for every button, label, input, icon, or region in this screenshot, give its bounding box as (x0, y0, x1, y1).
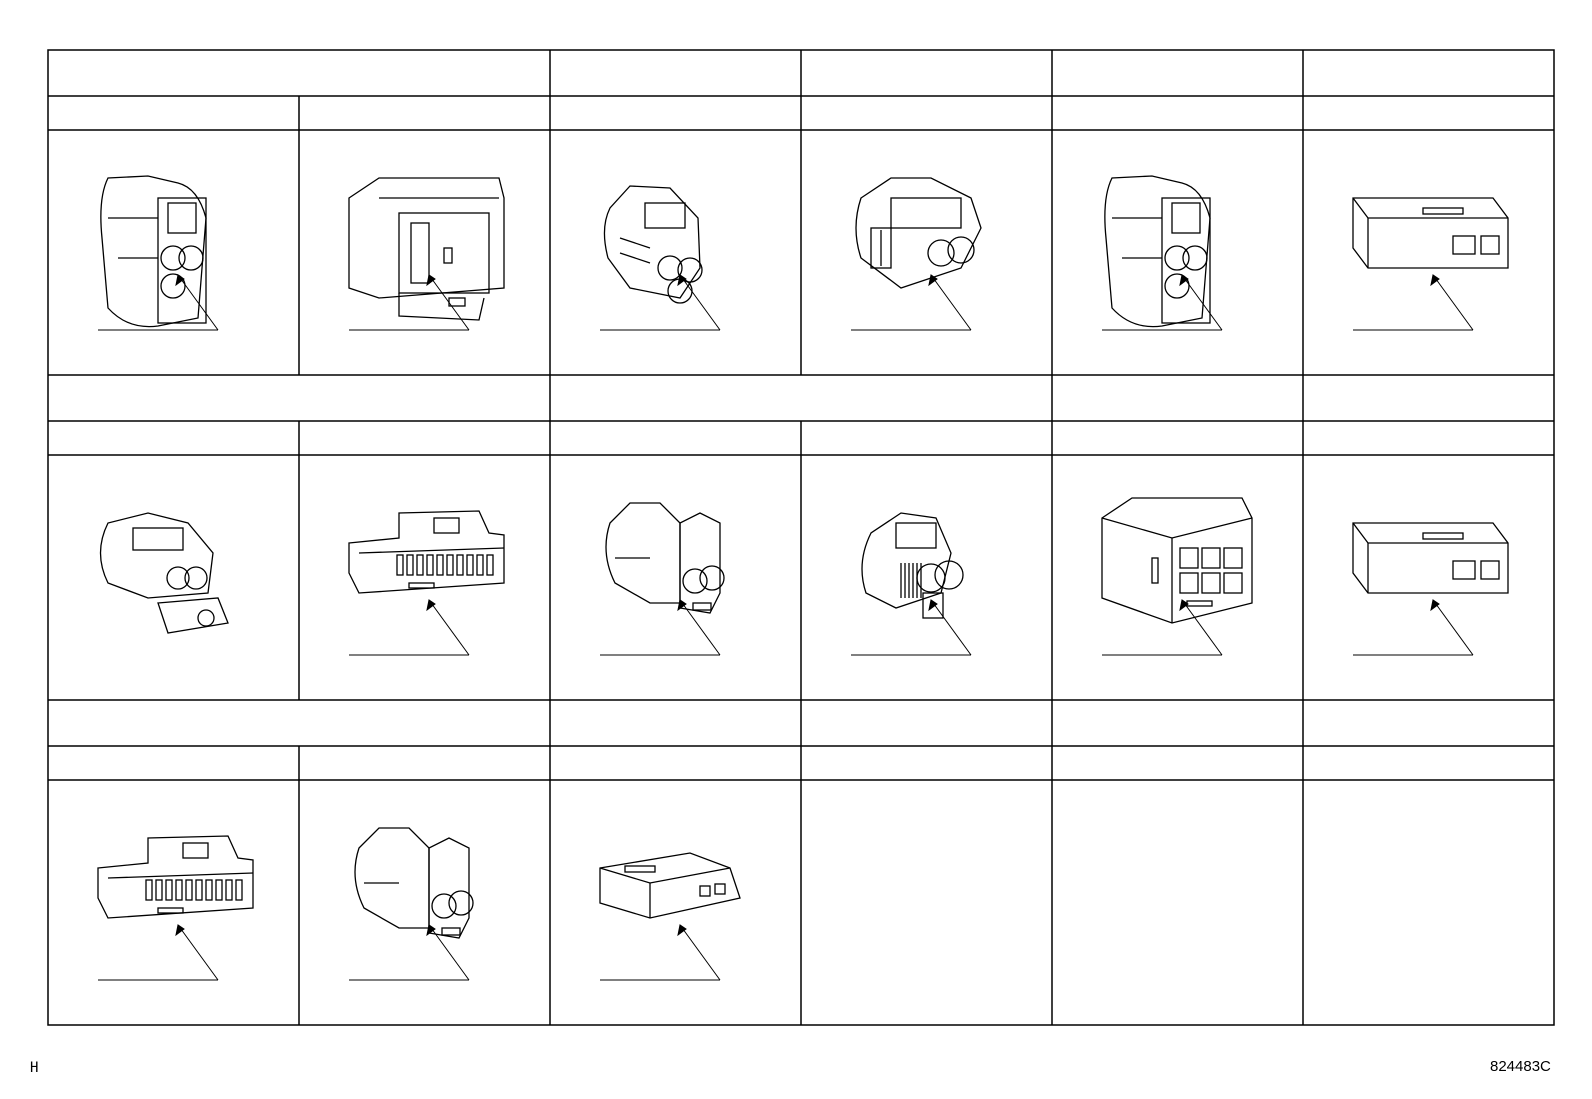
connector-round-2pin-hood-drawing (606, 503, 724, 613)
leader-arrowhead (678, 925, 686, 935)
leader-arrowhead (427, 600, 435, 610)
leader-arrow-line (429, 275, 469, 330)
connector-multi-pin-drawing (98, 836, 253, 918)
leader-arrowhead (1180, 275, 1188, 285)
leader-arrow-line (429, 600, 469, 655)
leader-arrowhead (929, 600, 937, 610)
connector-round-2pin-hood-drawing (355, 828, 473, 938)
leader-arrowhead (427, 275, 435, 285)
leader-arrowhead (1431, 275, 1439, 285)
leader-arrow-line (1182, 275, 1222, 330)
connector-sealed-2pin-drawing (862, 513, 963, 618)
connector-multi-pin-drawing (349, 511, 504, 593)
leader-arrowhead (176, 275, 184, 285)
leader-arrowhead (176, 925, 184, 935)
connector-round-2pin-wide-drawing (856, 178, 981, 288)
leader-arrow-line (680, 925, 720, 980)
connector-box-tall-drawing (349, 178, 504, 320)
connector-round-clip-drawing (101, 513, 229, 633)
leader-arrow-line (680, 600, 720, 655)
connector-body-lock-drawing (1105, 176, 1210, 327)
leader-arrowhead (1431, 600, 1439, 610)
leader-arrow-line (680, 275, 720, 330)
leader-arrow-line (429, 925, 469, 980)
connector-flat-long-drawing (1353, 198, 1508, 268)
leader-arrow-line (1182, 600, 1222, 655)
leader-arrow-line (931, 600, 971, 655)
leader-arrow-line (178, 275, 218, 330)
leader-arrow-line (178, 925, 218, 980)
drawing-id: 824483C (1490, 1058, 1551, 1075)
leader-arrow-line (931, 275, 971, 330)
connector-block-6pin-drawing (1102, 498, 1252, 623)
leader-arrowhead (678, 275, 686, 285)
connector-flat-slim-drawing (600, 853, 740, 918)
leader-arrow-line (1433, 600, 1473, 655)
connector-body-lock-drawing (101, 176, 206, 327)
connector-flat-long-drawing (1353, 523, 1508, 593)
corner-mark: H (30, 1060, 39, 1076)
leader-arrow-line (1433, 275, 1473, 330)
